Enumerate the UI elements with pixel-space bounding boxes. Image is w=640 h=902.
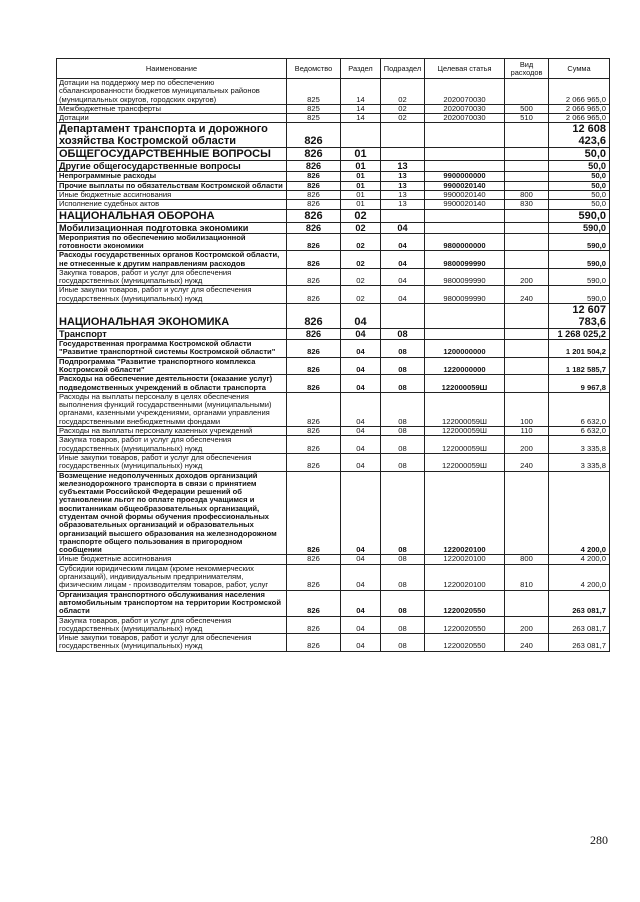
cell-summa: 50,0 (549, 148, 610, 161)
cell-name: Мероприятия по обеспечению мобилизационной готовности экономики (57, 233, 287, 251)
cell-vid (505, 222, 549, 233)
cell-summa: 9 967,8 (549, 375, 610, 393)
table-header-row (57, 59, 610, 79)
cell-name: Межбюджетные трансферты (57, 104, 287, 113)
table-row (57, 329, 610, 340)
cell-razdel: 04 (341, 392, 381, 426)
cell-razdel: 04 (341, 340, 381, 358)
cell-podrazdel: 04 (381, 251, 425, 269)
cell-name: Иные бюджетные ассигнования (57, 191, 287, 200)
cell-vedomstvo: 826 (287, 172, 341, 181)
cell-celevaya: 1220020550 (425, 616, 505, 634)
cell-summa: 4 200,0 (549, 471, 610, 555)
cell-name: Закупка товаров, работ и услуг для обеспечения государственных (муниципальных) нужд (57, 436, 287, 454)
cell-razdel: 01 (341, 181, 381, 190)
cell-vid: 200 (505, 436, 549, 454)
cell-celevaya: 1220020100 (425, 471, 505, 555)
cell-celevaya: 1220020100 (425, 564, 505, 590)
table-row (57, 375, 610, 393)
cell-podrazdel (381, 304, 425, 329)
cell-summa: 1 182 585,7 (549, 357, 610, 375)
cell-podrazdel: 08 (381, 436, 425, 454)
cell-name: Организация транспортного обслуживания населения автомобильным транспортом на территории Костромской области (57, 590, 287, 616)
cell-podrazdel: 13 (381, 161, 425, 172)
cell-celevaya: 122000059Ш (425, 427, 505, 436)
cell-vedomstvo: 826 (287, 191, 341, 200)
cell-celevaya: 2020070030 (425, 114, 505, 123)
cell-summa: 3 335,8 (549, 453, 610, 471)
cell-summa: 1 201 504,2 (549, 340, 610, 358)
cell-vedomstvo: 826 (287, 161, 341, 172)
cell-razdel: 01 (341, 161, 381, 172)
cell-summa: 50,0 (549, 172, 610, 181)
table-row (57, 209, 610, 222)
cell-vid (505, 375, 549, 393)
cell-vid (505, 251, 549, 269)
table-row (57, 436, 610, 454)
cell-razdel: 02 (341, 209, 381, 222)
cell-celevaya: 1220000000 (425, 357, 505, 375)
cell-summa: 590,0 (549, 209, 610, 222)
cell-summa: 50,0 (549, 191, 610, 200)
cell-celevaya: 9900000000 (425, 172, 505, 181)
cell-name: Дотации на поддержку мер по обеспечению сбалансированности бюджетов муниципальных районов (муниципальных округов, городских округов) (57, 79, 287, 105)
cell-summa: 1 268 025,2 (549, 329, 610, 340)
cell-vid (505, 329, 549, 340)
cell-vedomstvo: 826 (287, 209, 341, 222)
cell-vid: 510 (505, 114, 549, 123)
cell-vid: 830 (505, 200, 549, 209)
cell-podrazdel: 08 (381, 427, 425, 436)
cell-summa: 2 066 965,0 (549, 79, 610, 105)
cell-podrazdel (381, 148, 425, 161)
header-celevaya: Целевая статья (425, 59, 505, 79)
cell-celevaya (425, 222, 505, 233)
cell-razdel: 04 (341, 555, 381, 564)
cell-podrazdel: 04 (381, 222, 425, 233)
cell-celevaya: 1200000000 (425, 340, 505, 358)
cell-vid (505, 590, 549, 616)
cell-podrazdel: 08 (381, 329, 425, 340)
cell-podrazdel: 04 (381, 268, 425, 286)
cell-celevaya: 122000059Ш (425, 375, 505, 393)
cell-vid: 240 (505, 453, 549, 471)
cell-name: Департамент транспорта и дорожного хозяйства Костромской области (57, 123, 287, 148)
cell-name: Мобилизационная подготовка экономики (57, 222, 287, 233)
cell-summa: 590,0 (549, 222, 610, 233)
table-row (57, 123, 610, 148)
cell-summa: 6 632,0 (549, 392, 610, 426)
header-summa: Сумма (549, 59, 610, 79)
cell-podrazdel: 04 (381, 286, 425, 304)
cell-vedomstvo: 826 (287, 222, 341, 233)
cell-podrazdel: 02 (381, 104, 425, 113)
cell-summa: 4 200,0 (549, 564, 610, 590)
cell-vid: 200 (505, 616, 549, 634)
table-row (57, 286, 610, 304)
cell-summa: 3 335,8 (549, 436, 610, 454)
cell-vedomstvo: 825 (287, 104, 341, 113)
table-row (57, 392, 610, 426)
table-row (57, 148, 610, 161)
cell-name: НАЦИОНАЛЬНАЯ ОБОРОНА (57, 209, 287, 222)
cell-celevaya (425, 329, 505, 340)
cell-razdel: 02 (341, 233, 381, 251)
page-number: 280 (590, 833, 608, 847)
table-row (57, 200, 610, 209)
cell-podrazdel: 08 (381, 616, 425, 634)
cell-name: Расходы на обеспечение деятельности (оказание услуг) подведомственных учреждений в области транспорта (57, 375, 287, 393)
table-row (57, 357, 610, 375)
cell-celevaya: 1220020100 (425, 555, 505, 564)
cell-razdel: 01 (341, 172, 381, 181)
table-row (57, 161, 610, 172)
cell-name: ОБЩЕГОСУДАРСТВЕННЫЕ ВОПРОСЫ (57, 148, 287, 161)
cell-vedomstvo: 826 (287, 340, 341, 358)
cell-name: Иные закупки товаров, работ и услуг для обеспечения государственных (муниципальных) нужд (57, 634, 287, 652)
cell-podrazdel: 13 (381, 200, 425, 209)
cell-razdel: 04 (341, 427, 381, 436)
cell-vedomstvo: 826 (287, 634, 341, 652)
table-row (57, 453, 610, 471)
budget-table-container (56, 58, 609, 652)
cell-podrazdel: 08 (381, 392, 425, 426)
table-row (57, 268, 610, 286)
cell-celevaya: 122000059Ш (425, 392, 505, 426)
cell-summa: 50,0 (549, 200, 610, 209)
cell-name: НАЦИОНАЛЬНАЯ ЭКОНОМИКА (57, 304, 287, 329)
cell-podrazdel (381, 123, 425, 148)
cell-vedomstvo: 826 (287, 268, 341, 286)
cell-name: Субсидии юридическим лицам (кроме некоммерческих организаций), индивидуальным предпринимателям, физическим лицам - производителям товаров, работ, услуг (57, 564, 287, 590)
cell-podrazdel: 08 (381, 340, 425, 358)
cell-celevaya: 2020070030 (425, 79, 505, 105)
cell-razdel: 04 (341, 634, 381, 652)
cell-vid: 800 (505, 191, 549, 200)
cell-name: Возмещение недополученных доходов организаций железнодорожного транспорта в связи с принятием субъектами Российской Федерации решений об установлении льгот по оплате проезда учащимся и воспитанникам общеобразовательных организаций, студентам очной формы обучения профессиональных образовательных организаций и образовательных организаций высшего образования на железнодорожном транспорте общего пользования в пригородном сообщении (57, 471, 287, 555)
cell-summa: 263 081,7 (549, 590, 610, 616)
cell-razdel: 01 (341, 148, 381, 161)
cell-podrazdel: 02 (381, 79, 425, 105)
cell-vedomstvo: 826 (287, 148, 341, 161)
cell-vid (505, 123, 549, 148)
cell-podrazdel: 08 (381, 590, 425, 616)
cell-vedomstvo: 826 (287, 304, 341, 329)
table-row (57, 251, 610, 269)
cell-razdel: 04 (341, 357, 381, 375)
cell-summa: 4 200,0 (549, 555, 610, 564)
cell-vid (505, 233, 549, 251)
cell-name: Иные закупки товаров, работ и услуг для обеспечения государственных (муниципальных) нужд (57, 453, 287, 471)
cell-name: Иные бюджетные ассигнования (57, 555, 287, 564)
cell-summa: 263 081,7 (549, 634, 610, 652)
cell-razdel: 02 (341, 222, 381, 233)
header-vid: Вид расходов (505, 59, 549, 79)
cell-podrazdel: 08 (381, 564, 425, 590)
table-row (57, 79, 610, 105)
cell-vedomstvo: 826 (287, 471, 341, 555)
header-razdel: Раздел (341, 59, 381, 79)
table-row (57, 340, 610, 358)
cell-podrazdel: 08 (381, 375, 425, 393)
cell-name: Закупка товаров, работ и услуг для обеспечения государственных (муниципальных) нужд (57, 616, 287, 634)
cell-podrazdel: 08 (381, 555, 425, 564)
table-row (57, 233, 610, 251)
cell-podrazdel: 13 (381, 191, 425, 200)
cell-name: Расходы государственных органов Костромской области, не отнесенные к другим направлениям расходов (57, 251, 287, 269)
cell-razdel: 01 (341, 191, 381, 200)
cell-vedomstvo: 826 (287, 453, 341, 471)
cell-summa: 12 608 423,6 (549, 123, 610, 148)
cell-name: Подпрограмма "Развитие транспортного комплекса Костромской области" (57, 357, 287, 375)
table-row (57, 634, 610, 652)
cell-vid: 800 (505, 555, 549, 564)
cell-razdel: 04 (341, 590, 381, 616)
cell-vid: 500 (505, 104, 549, 113)
cell-summa: 12 607 783,6 (549, 304, 610, 329)
table-row (57, 616, 610, 634)
cell-name: Непрограммные расходы (57, 172, 287, 181)
cell-celevaya (425, 123, 505, 148)
table-row (57, 222, 610, 233)
cell-celevaya (425, 161, 505, 172)
cell-vedomstvo: 826 (287, 123, 341, 148)
cell-vid (505, 304, 549, 329)
cell-vedomstvo: 826 (287, 616, 341, 634)
cell-name: Закупка товаров, работ и услуг для обеспечения государственных (муниципальных) нужд (57, 268, 287, 286)
cell-summa: 50,0 (549, 181, 610, 190)
cell-vedomstvo: 826 (287, 590, 341, 616)
cell-celevaya: 1220020550 (425, 590, 505, 616)
cell-podrazdel: 08 (381, 634, 425, 652)
cell-razdel: 14 (341, 114, 381, 123)
cell-summa: 2 066 965,0 (549, 114, 610, 123)
cell-vedomstvo: 825 (287, 114, 341, 123)
cell-summa: 590,0 (549, 268, 610, 286)
table-row (57, 172, 610, 181)
cell-vid (505, 357, 549, 375)
cell-podrazdel: 13 (381, 181, 425, 190)
cell-summa: 263 081,7 (549, 616, 610, 634)
cell-name: Другие общегосударственные вопросы (57, 161, 287, 172)
cell-celevaya: 9800099990 (425, 251, 505, 269)
cell-vedomstvo: 826 (287, 251, 341, 269)
cell-vedomstvo: 826 (287, 427, 341, 436)
cell-razdel: 14 (341, 79, 381, 105)
cell-razdel: 04 (341, 471, 381, 555)
cell-celevaya: 9800000000 (425, 233, 505, 251)
cell-summa: 590,0 (549, 233, 610, 251)
cell-celevaya: 9800099990 (425, 286, 505, 304)
cell-vid (505, 471, 549, 555)
cell-name: Исполнение судебных актов (57, 200, 287, 209)
cell-celevaya (425, 304, 505, 329)
cell-name: Государственная программа Костромской области "Развитие транспортной системы Костромской области" (57, 340, 287, 358)
cell-celevaya: 9900020140 (425, 191, 505, 200)
cell-name: Иные закупки товаров, работ и услуг для обеспечения государственных (муниципальных) нужд (57, 286, 287, 304)
cell-vedomstvo: 826 (287, 555, 341, 564)
cell-celevaya (425, 148, 505, 161)
cell-razdel: 04 (341, 616, 381, 634)
cell-vid: 240 (505, 634, 549, 652)
table-row (57, 114, 610, 123)
cell-summa: 590,0 (549, 251, 610, 269)
table-row (57, 471, 610, 555)
cell-razdel: 02 (341, 251, 381, 269)
cell-razdel (341, 123, 381, 148)
cell-vid (505, 172, 549, 181)
cell-razdel: 04 (341, 304, 381, 329)
table-row (57, 555, 610, 564)
cell-celevaya: 9800099990 (425, 268, 505, 286)
cell-name: Прочие выплаты по обязательствам Костромской области (57, 181, 287, 190)
cell-name: Дотации (57, 114, 287, 123)
cell-razdel: 04 (341, 329, 381, 340)
cell-podrazdel (381, 209, 425, 222)
table-row (57, 304, 610, 329)
cell-vid: 240 (505, 286, 549, 304)
table-body (57, 79, 610, 652)
cell-podrazdel: 13 (381, 172, 425, 181)
budget-table (56, 58, 610, 652)
cell-vid (505, 340, 549, 358)
cell-razdel: 02 (341, 268, 381, 286)
cell-vedomstvo: 826 (287, 181, 341, 190)
cell-celevaya: 2020070030 (425, 104, 505, 113)
cell-vedomstvo: 826 (287, 375, 341, 393)
cell-vedomstvo: 826 (287, 436, 341, 454)
cell-podrazdel: 08 (381, 453, 425, 471)
cell-vedomstvo: 826 (287, 357, 341, 375)
cell-vedomstvo: 825 (287, 79, 341, 105)
cell-podrazdel: 08 (381, 471, 425, 555)
cell-vedomstvo: 826 (287, 233, 341, 251)
cell-summa: 2 066 965,0 (549, 104, 610, 113)
cell-vedomstvo: 826 (287, 200, 341, 209)
cell-name: Расходы на выплаты персоналу в целях обеспечения выполнения функций государственными (муниципальными) органами, казенными учреждениями, органами управления государственными внебюджетными фондами (57, 392, 287, 426)
cell-vid: 810 (505, 564, 549, 590)
cell-name: Транспорт (57, 329, 287, 340)
cell-summa: 6 632,0 (549, 427, 610, 436)
cell-vid (505, 148, 549, 161)
cell-razdel: 01 (341, 200, 381, 209)
cell-vedomstvo: 826 (287, 329, 341, 340)
cell-vedomstvo: 826 (287, 286, 341, 304)
cell-summa: 590,0 (549, 286, 610, 304)
header-vedomstvo: Ведомство (287, 59, 341, 79)
cell-vedomstvo: 826 (287, 564, 341, 590)
cell-celevaya (425, 209, 505, 222)
header-podrazdel: Подраздел (381, 59, 425, 79)
cell-vid (505, 209, 549, 222)
cell-razdel: 02 (341, 286, 381, 304)
table-row (57, 590, 610, 616)
cell-celevaya: 9900020140 (425, 181, 505, 190)
header-name: Наименование (57, 59, 287, 79)
cell-vid (505, 79, 549, 105)
cell-vid: 110 (505, 427, 549, 436)
cell-vid: 200 (505, 268, 549, 286)
cell-celevaya: 9900020140 (425, 200, 505, 209)
cell-vid: 100 (505, 392, 549, 426)
cell-vedomstvo: 826 (287, 392, 341, 426)
cell-summa: 50,0 (549, 161, 610, 172)
cell-celevaya: 122000059Ш (425, 436, 505, 454)
table-row (57, 564, 610, 590)
cell-razdel: 04 (341, 453, 381, 471)
cell-vid (505, 161, 549, 172)
cell-podrazdel: 08 (381, 357, 425, 375)
cell-razdel: 04 (341, 436, 381, 454)
cell-razdel: 04 (341, 564, 381, 590)
cell-name: Расходы на выплаты персоналу казенных учреждений (57, 427, 287, 436)
cell-podrazdel: 04 (381, 233, 425, 251)
cell-razdel: 14 (341, 104, 381, 113)
cell-celevaya: 1220020550 (425, 634, 505, 652)
cell-podrazdel: 02 (381, 114, 425, 123)
cell-razdel: 04 (341, 375, 381, 393)
cell-celevaya: 122000059Ш (425, 453, 505, 471)
